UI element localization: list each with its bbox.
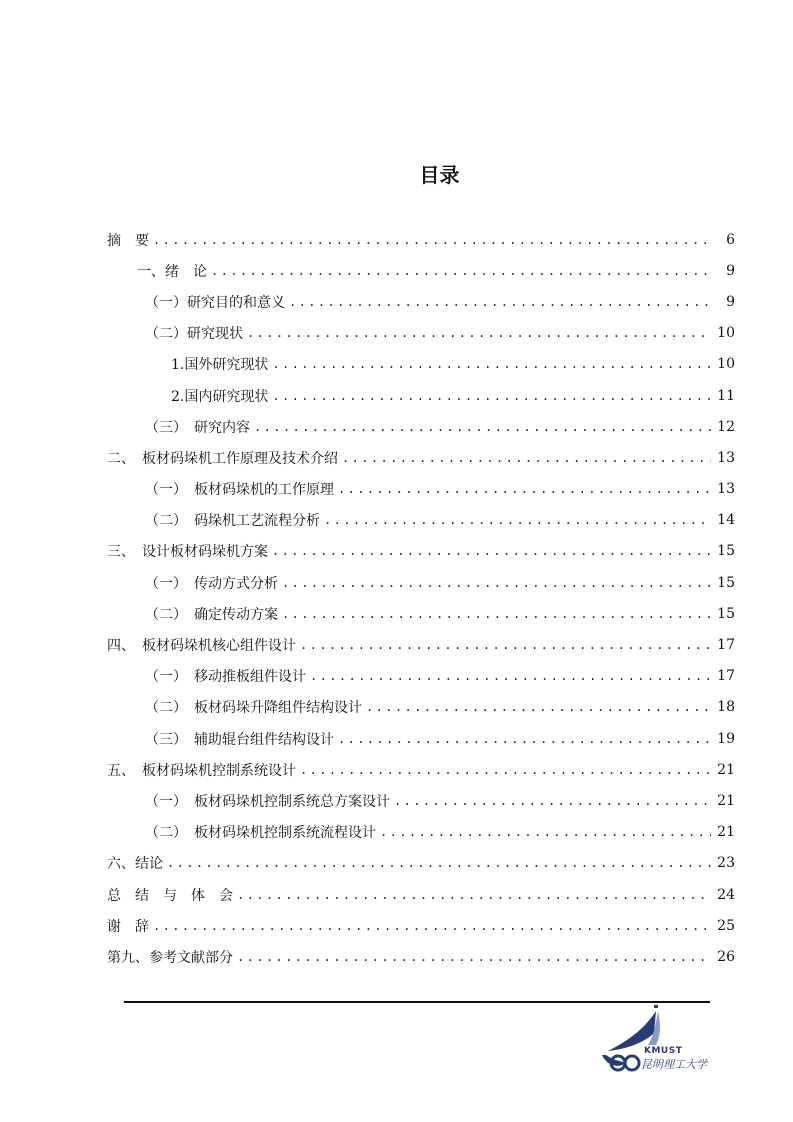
toc-entry-label: （二） 板材码垛机控制系统流程设计 bbox=[145, 825, 376, 842]
toc-leader-dots bbox=[394, 794, 711, 808]
toc-entry[interactable] bbox=[107, 598, 735, 629]
toc-entry-page: 17 bbox=[717, 668, 735, 685]
toc-leader-dots bbox=[247, 326, 711, 340]
page-title: 目录 bbox=[419, 163, 460, 187]
toc-entry-label: （一） 板材码垛机的工作原理 bbox=[145, 482, 334, 499]
toc-entry-page: 10 bbox=[717, 325, 735, 342]
toc-entry-label: 摘 要 bbox=[107, 232, 149, 249]
toc-entry-page: 11 bbox=[717, 387, 735, 404]
toc-entry-page: 13 bbox=[717, 481, 735, 498]
toc-entry-label: 三、 设计板材码垛机方案 bbox=[107, 544, 268, 561]
toc-leader-dots bbox=[380, 825, 711, 839]
toc-entry-page: 15 bbox=[717, 605, 735, 622]
toc-entry[interactable] bbox=[107, 286, 735, 317]
toc-leader-dots bbox=[282, 576, 711, 590]
toc-entry[interactable] bbox=[107, 848, 735, 879]
toc-entry-page: 26 bbox=[717, 948, 735, 965]
toc-entry[interactable] bbox=[107, 567, 735, 598]
toc-leader-dots bbox=[282, 607, 711, 621]
toc-entry[interactable] bbox=[107, 629, 735, 660]
toc-entry-page: 9 bbox=[726, 262, 735, 279]
toc-entry[interactable] bbox=[107, 910, 735, 941]
toc-entry[interactable] bbox=[107, 411, 735, 442]
toc-leader-dots bbox=[153, 233, 713, 247]
toc-leader-dots bbox=[338, 732, 711, 746]
toc-entry-label: （三） 辅助辊台组件结构设计 bbox=[145, 731, 334, 748]
toc-entry-page: 25 bbox=[717, 917, 735, 934]
toc-entry-label: 二、 板材码垛机工作原理及技术介绍 bbox=[107, 450, 338, 467]
toc-entry-page: 12 bbox=[717, 418, 735, 435]
toc-entry-page: 17 bbox=[717, 637, 735, 654]
toc-entry-page: 21 bbox=[717, 792, 735, 809]
toc-entry-label: 四、 板材码垛机核心组件设计 bbox=[107, 638, 296, 655]
toc-entry-page: 23 bbox=[717, 855, 735, 872]
toc-leader-dots bbox=[300, 638, 711, 652]
toc-entry-label: （一） 移动推板组件设计 bbox=[145, 669, 306, 686]
toc-entry-label: （一） 传动方式分析 bbox=[145, 575, 278, 592]
toc-entry-page: 13 bbox=[717, 449, 735, 466]
toc-entry-label: （二） 确定传动方案 bbox=[145, 606, 278, 623]
toc-leader-dots bbox=[310, 669, 711, 683]
toc-entry[interactable] bbox=[107, 941, 735, 972]
toc-entry-page: 21 bbox=[717, 761, 735, 778]
toc-entry[interactable] bbox=[107, 661, 735, 692]
toc-entry[interactable] bbox=[107, 505, 735, 536]
toc-entry[interactable] bbox=[107, 224, 735, 255]
toc-leader-dots bbox=[153, 919, 711, 933]
toc-entry[interactable] bbox=[107, 318, 735, 349]
toc-leader-dots bbox=[324, 513, 711, 527]
toc-leader-dots bbox=[366, 700, 711, 714]
toc-entry-label: 总 结 与 体 会 bbox=[107, 887, 233, 904]
toc-entry-page: 9 bbox=[726, 293, 735, 310]
toc-entry[interactable] bbox=[107, 442, 735, 473]
toc-entry[interactable] bbox=[107, 723, 735, 754]
toc-entry[interactable] bbox=[107, 536, 735, 567]
toc-entry-label: （二）研究现状 bbox=[145, 326, 243, 343]
toc-entry[interactable] bbox=[107, 255, 735, 286]
toc-entry-label: （一）研究目的和意义 bbox=[145, 294, 285, 311]
toc-entry[interactable] bbox=[107, 785, 735, 816]
toc-entry[interactable] bbox=[107, 474, 735, 505]
toc-entry-page: 6 bbox=[726, 231, 735, 248]
toc-leader-dots bbox=[237, 950, 711, 964]
toc-leader-dots bbox=[272, 544, 711, 558]
toc-entry[interactable] bbox=[107, 879, 735, 910]
toc-entry-page: 18 bbox=[717, 699, 735, 716]
toc-entry-label: 谢 辞 bbox=[107, 918, 149, 935]
table-of-contents bbox=[107, 224, 735, 973]
toc-entry[interactable] bbox=[107, 380, 735, 411]
toc-leader-dots bbox=[338, 482, 711, 496]
toc-entry-label: （三） 研究内容 bbox=[145, 419, 250, 436]
toc-leader-dots bbox=[237, 888, 711, 902]
toc-leader-dots bbox=[254, 420, 711, 434]
logo-kmust-text: KMUST bbox=[644, 1046, 683, 1056]
logo-university-name: 昆明理工大学 bbox=[641, 1058, 707, 1071]
toc-entry-label: （二） 码垛机工艺流程分析 bbox=[145, 513, 320, 530]
toc-leader-dots bbox=[211, 264, 713, 278]
toc-entry-label: 1.国外研究现状 bbox=[171, 357, 269, 374]
toc-entry-page: 24 bbox=[717, 886, 735, 903]
toc-entry-label: 一、绪 论 bbox=[137, 263, 207, 280]
toc-entry-label: （二） 板材码垛升降组件结构设计 bbox=[145, 700, 362, 717]
toc-entry-page: 10 bbox=[717, 356, 735, 373]
toc-leader-dots bbox=[289, 295, 713, 309]
toc-entry-label: 第九、参考文献部分 bbox=[107, 949, 233, 966]
toc-entry-page: 15 bbox=[717, 574, 735, 591]
toc-entry[interactable] bbox=[107, 817, 735, 848]
toc-leader-dots bbox=[167, 856, 711, 870]
toc-entry-label: 五、 板材码垛机控制系统设计 bbox=[107, 762, 296, 779]
toc-leader-dots bbox=[272, 389, 711, 403]
toc-entry-page: 21 bbox=[717, 824, 735, 841]
toc-entry-label: 2.国内研究现状 bbox=[171, 388, 269, 405]
toc-leader-dots bbox=[342, 451, 711, 465]
toc-entry[interactable] bbox=[107, 349, 735, 380]
toc-leader-dots bbox=[300, 763, 711, 777]
toc-entry-page: 19 bbox=[717, 730, 735, 747]
toc-entry[interactable] bbox=[107, 692, 735, 723]
toc-entry-page: 14 bbox=[717, 512, 735, 529]
toc-entry[interactable] bbox=[107, 754, 735, 785]
toc-entry-page: 15 bbox=[717, 543, 735, 560]
toc-leader-dots bbox=[272, 357, 711, 371]
toc-entry-label: （一） 板材码垛机控制系统总方案设计 bbox=[145, 793, 390, 810]
toc-entry-label: 六、结论 bbox=[107, 856, 163, 873]
